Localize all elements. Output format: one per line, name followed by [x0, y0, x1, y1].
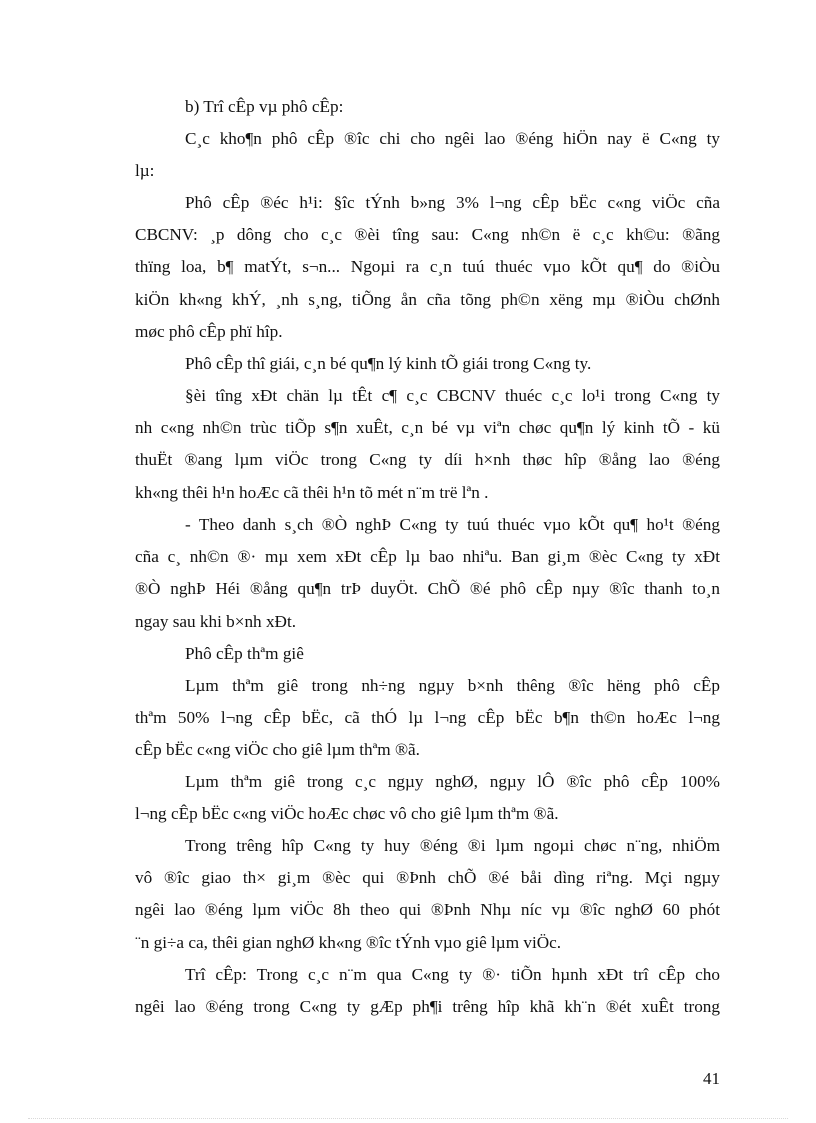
text-line: thuËt ®ang lµm viÖc trong C«ng ty díi h×nh thøc hîp ®ång lao ®éng [135, 450, 720, 470]
text-line: ngêi lao ®éng lµm viÖc 8h theo qui ®Þnh Nhµ níc vµ ®îc nghØ 60 phót [135, 900, 720, 920]
text-line: - Theo danh s¸ch ®Ò nghÞ C«ng ty tuú thuéc vµo kÕt qu¶ ho¹t ®éng [185, 515, 720, 534]
paragraph-proposal-list [135, 509, 720, 638]
text-line: Phô cÊp thî giái, c¸n bé qu¶n lý kinh tÕ giái trong C«ng ty. [185, 354, 592, 373]
paragraph-overtime-holiday [135, 766, 720, 830]
text-line: Phô cÊp thªm giê [185, 644, 304, 663]
text-line: kiÖn kh«ng khÝ, ¸nh s¸ng, tiÕng ån cña tõng ph©n xëng mµ ®iÒu chØnh [135, 289, 720, 309]
text-line: cña c¸ nh©n ®· mµ xem xÐt cÊp lµ bao nhiªu. Ban gi¸m ®èc C«ng ty xÐt [135, 547, 720, 567]
section-heading [135, 91, 720, 123]
paragraph-hazard-allowance [135, 187, 720, 348]
paragraph-allowances-intro [135, 123, 720, 187]
footer-divider [28, 1118, 788, 1119]
text-line: ¨n gi÷a ca, thêi gian nghØ kh«ng ®îc tÝnh vµo giê lµm viÖc. [135, 932, 562, 952]
text-line: lµ: [135, 161, 155, 181]
paragraph-overtime-normal [135, 670, 720, 767]
text-line: thªm 50% l¬ng cÊp bËc, cã thÓ lµ l¬ng cÊp bËc b¶n th©n hoÆc l¬ng [135, 708, 720, 728]
paragraph-mobilization [135, 830, 720, 959]
paragraph-subsidy [135, 959, 720, 1023]
heading-text: b) Trî cÊp vµ phô cÊp: [185, 97, 344, 116]
text-line: CBCNV: ¸p dông cho c¸c ®èi tîng sau: C«ng nh©n ë c¸c kh©u: ®ãng [135, 225, 720, 245]
text-line: thïng loa, b¶ matÝt, s¬n... Ngoµi ra c¸n tuú thuéc vµo kÕt qu¶ do ®iÒu [135, 257, 720, 277]
text-line: §èi tîng xÐt chän lµ tÊt c¶ c¸c CBCNV thuéc c¸c lo¹i trong C«ng ty [185, 386, 720, 405]
text-line: Lµm thªm giê trong c¸c ngµy nghØ, ngµy lÔ ®îc phô cÊp 100% [185, 772, 720, 791]
text-line: nh c«ng nh©n trùc tiÕp s¶n xuÊt, c¸n bé vµ viªn chøc qu¶n lý kinh tÕ - kü [135, 418, 720, 438]
text-line: kh«ng thêi h¹n hoÆc cã thêi h¹n tõ mét n¨m trë lªn . [135, 482, 489, 502]
text-line: l¬ng cÊp bËc c«ng viÖc hoÆc chøc vô cho giê lµm thªm ®ã. [135, 804, 559, 824]
text-line: ngay sau khi b×nh xÐt. [135, 611, 297, 631]
paragraph-skilled-allowance [135, 348, 720, 380]
text-line: Trî cÊp: Trong c¸c n¨m qua C«ng ty ®· tiÕn hµnh xÐt trî cÊp cho [185, 965, 720, 984]
text-line: cÊp bËc c«ng viÖc cho giê lµm thªm ®ã. [135, 740, 420, 760]
text-line: ®Ò nghÞ Héi ®ång qu¶n trÞ duyÖt. ChÕ ®é phô cÊp nµy ®îc thanh to¸n [135, 579, 720, 599]
page-number: 41 [703, 1069, 720, 1088]
text-line: Lµm thªm giê trong nh÷ng ngµy b×nh thêng ®îc hëng phô cÊp [185, 676, 720, 695]
text-line: vô ®îc giao th× gi¸m ®èc qui ®Þnh chÕ ®é båi dìng riªng. Mçi ngµy [135, 868, 720, 888]
paragraph-eligibility [135, 380, 720, 509]
text-line: Phô cÊp ®éc h¹i: §îc tÝnh b»ng 3% l¬ng cÊp bËc c«ng viÖc cña [185, 193, 720, 212]
text-line: C¸c kho¶n phô cÊp ®îc chi cho ngêi lao ®éng hiÖn nay ë C«ng ty [185, 129, 720, 148]
subheading-overtime [135, 638, 720, 670]
text-line: ngêi lao ®éng trong C«ng ty gÆp ph¶i trêng hîp khã kh¨n ®ét xuÊt trong [135, 997, 720, 1017]
text-line: Trong trêng hîp C«ng ty huy ®éng ®i lµm ngoµi chøc n¨ng, nhiÖm [185, 836, 720, 855]
text-line: møc phô cÊp phï hîp. [135, 321, 283, 341]
